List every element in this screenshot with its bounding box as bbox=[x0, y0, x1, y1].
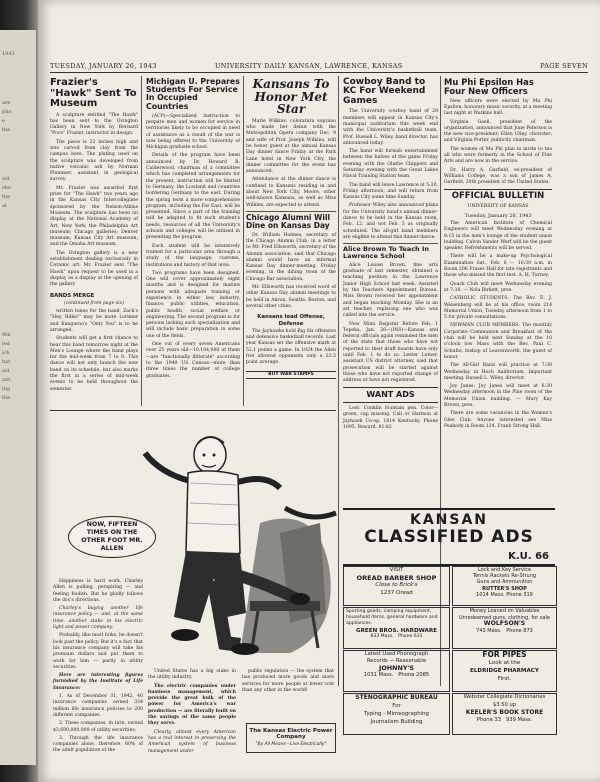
column-rule bbox=[338, 76, 339, 686]
ad-line: Money Loaned on Valuables bbox=[469, 608, 540, 614]
ad-line: Journalism Building bbox=[370, 719, 423, 725]
paragraph: Mr. Ellsworth has received word of other Kansas Day alumni meetings to be held in Akron, Seattle, Boston, and several other cities. bbox=[246, 285, 336, 309]
paragraph: 3. Through the life insurance companies alone, therefore, 80% of the adult population of the bbox=[53, 735, 143, 754]
ad-line: VISIT bbox=[389, 567, 404, 573]
subhead-kansans-lead: Kansans lead Offense, Defense bbox=[257, 314, 325, 327]
bulletin-title: OFFICIAL BULLETIN bbox=[444, 189, 552, 201]
ad-line: Phone 2085 bbox=[398, 672, 430, 678]
paragraph: New Mimi Register Before Feb. 1 Topeka, Jan. 26—(INS)—Kansas and federal officials again reminded the men of the state that those who have not reported to their draft boards have only until Feb. 1 to do so. Lester Lotner, assistant US district attorney, said that prosecution will be started against those who have not reported change of address or have not registered. bbox=[343, 321, 438, 384]
ad-line: OREAD BARBER SHOP bbox=[356, 573, 437, 582]
electric-company-ad bbox=[50, 410, 336, 753]
paragraph: Professor Wiley also announced plans for the University band's annual dinner-dance to be held in the Kansas room, Feb. 12, and not Feb. 5 as originally scheduled. The all-girl band members are eligible to attend this dinner-dance. bbox=[343, 203, 438, 240]
paragraph: Dr. William Holmes, secretary of the Chicago Alumni Club, in a letter to Mr. Fred Ellsworth, secretary of the Alumni association, said that Chicago alumni would have an informal Kansas Day dinner-meeting, Friday evening, in the dining room of the Chicago Bar association. bbox=[246, 232, 337, 282]
paragraph: written tunes for the band, Zack's "Hey, Billie!" may be more Lorimer and Kangaroo's "Only You" is to be arranged. bbox=[50, 309, 138, 333]
paragraph: The band will leave Lawrence at 5:30, Friday afternoon, and will return from Kansas City some time Sunday. bbox=[343, 182, 438, 201]
ad-line: Lock and Key Service bbox=[477, 567, 532, 573]
ad-line: STENOGRAPHIC BUREAU bbox=[355, 694, 438, 701]
paragraph: Here are interesting figures furnished by the Institute of Life Insurance: bbox=[53, 673, 143, 691]
paragraph: The women of Mu Phi plan to invite to tea all who were formerly in the School of Fine Arts and are now in the service. bbox=[444, 146, 552, 165]
paragraph: Probably, like most folks, he doesn't look past the policy. But it's a fact that his insurance company will take his premium dollars and put them to work for him — partly in utility securities. bbox=[53, 633, 143, 670]
paragraph: Each student will be intensively trained for a particular area through a study of the language, customs, institutions and history of that area. bbox=[146, 243, 240, 268]
prev-fragment: at bbox=[2, 203, 7, 209]
paragraph: (ACP)—Specialized instruction to prepare men and women for service in territories likely to be occupied in need of assistance as a result of the war is now being offered to the University of Michigan graduate school. bbox=[146, 113, 240, 151]
ad-line: 939 Mass. bbox=[506, 716, 533, 723]
prev-fragment: 1943 bbox=[2, 51, 15, 57]
classified-phone: K.U. 66 bbox=[508, 551, 549, 562]
sponsor-slogan: "By All Means—Live Electrically" bbox=[255, 742, 327, 747]
paragraph: Virginia Gaell, president of the organization, announced that June Peterson is the new vice-president; Ellen Utley, chorister; and Virginia Porter, publicity chairman. bbox=[444, 119, 552, 144]
prev-fragment: hat bbox=[2, 359, 11, 365]
ad-line: GREEN BROS. HARDWARE bbox=[356, 628, 437, 634]
ad-line: 743 Mass. bbox=[476, 627, 502, 634]
previous-page-edge bbox=[0, 30, 36, 765]
paragraph: United States has a big stake in the utility industry. bbox=[148, 669, 236, 681]
bulletin-item: There will be a make-up Psychological Examination Sat., Feb. 6 — 10:30 a.m. in Room 206 Fraser Hall for late registrants and those who missed the first test. A. H. Turney. bbox=[444, 254, 552, 279]
column-rule bbox=[243, 76, 244, 406]
prev-fragment: the bbox=[2, 194, 11, 200]
ad-line: ELDRIDGE PHARMACY bbox=[470, 668, 539, 674]
ad-green-bros bbox=[343, 607, 450, 649]
speech-bubble: NOW, FIFTEEN TIMES ON THE OTHER FOOT MR. ALLEN bbox=[68, 516, 156, 558]
classified-title-1: KANSAN bbox=[409, 512, 489, 528]
ad-line: Look at the bbox=[488, 660, 521, 666]
paragraph: The Jayhawks hold Big Six offensive and defensive basketball records. Last year Kansas set the offensive mark at 52.1 points a game. In 1924 the Allen five allowed opponents only a 23.5 point average. bbox=[246, 328, 336, 366]
column-met-star bbox=[246, 76, 336, 408]
ad-line: $3.50 up bbox=[492, 701, 517, 708]
prev-fragment: ich bbox=[2, 350, 10, 356]
classified-header bbox=[343, 508, 555, 566]
ad-line: RUTTER'S SHOP bbox=[482, 585, 527, 592]
ad-copy-middle bbox=[148, 669, 236, 754]
bulletin-subtitle: UNIVERSITY OF KANSAS bbox=[467, 204, 529, 210]
ad-line: 1237 Oread bbox=[380, 589, 413, 596]
ad-line: 1031 Mass. bbox=[363, 672, 394, 678]
ad-line: For bbox=[392, 703, 401, 709]
ad-line: Phone 631 bbox=[398, 634, 423, 639]
want-ad-lost: Lost: Conklin fountain pen. Color—green, cap missing. Call or Harmon at Jayhawk Co-op, 1614 Kentucky. Phone 1095. Reward. 81-82 bbox=[343, 405, 438, 430]
paragraph: Dr. Harry A. Garfield, ex-president of Williams College, was a son of James A. Garfield, 20th president of the United States. bbox=[444, 167, 552, 186]
ad-wolfsons bbox=[452, 607, 557, 649]
bulletin-item: There are some vacancies in the Women's Glee Club. Anyone interested see Miss Peabody in Room 124, Frank Strong Hall. bbox=[444, 411, 552, 429]
paragraph: 1. As of December 31, 1942, 40 insurance companies owned 334 million life insurance policies to 200 different companies. bbox=[53, 694, 143, 718]
column-cowboy-band bbox=[343, 76, 438, 506]
paragraph: 2. These companies, in turn, owned $3,600,000,000 of utility securities. bbox=[53, 721, 143, 733]
ad-line: JOHNNY'S bbox=[378, 664, 415, 672]
subhead-bands-merge: BANDS MERGE bbox=[50, 292, 95, 299]
paragraph: The University cowboy band of 28 members will appear in Kansas City's municipal auditorium this week end with the University's basketball team, Prof. Russell L. Wiley, band director, has announced today. bbox=[343, 109, 438, 146]
ad-line: Close to Brick's bbox=[375, 582, 418, 588]
classified-title-2: CLASSIFIED ADS bbox=[364, 527, 534, 547]
ad-copy-left bbox=[53, 579, 143, 754]
paragraph: Charley's buying another life insurance policy — and, at the same time, another stake in his electric light and power company. bbox=[53, 606, 143, 631]
bulletin-item: The American Institute of Chemical Engineers will meet Wednesday evening at 8:15 in the men's lounge of the student union building. Calvin Vander Werf will be the guest speaker. Refreshments will be served. bbox=[444, 221, 552, 252]
paragraph: Mr. Frazier was awarded first prize for "The Hawk" two years ago in the Kansas City Intercollegiate sponsored by the Nelson-Atkins Museum. The sculpture has been on display at the National Academy of Art, New York; the Philadelphia Art museum; Chicago galleries; Denver museum; Kansas City Art museum; and the Omaha Art museum. bbox=[50, 185, 138, 248]
paragraph: One out of every seven Americans over 25 years old—10,104,000 of them—are "functionally illiterate" according to the 1940 US Census—more than three times the number of college graduates. bbox=[146, 342, 240, 379]
prev-fragment: are bbox=[2, 100, 11, 106]
bulletin-item: The All-Girl Band will practice at 7:30 Wednesday in Hoch Auditorium. Important meeting. Russell L. Wiley, director. bbox=[444, 363, 552, 381]
newspaper-page bbox=[38, 0, 600, 782]
ad-line: Phone 873 bbox=[506, 627, 533, 634]
ad-line: Typing - Mimeographing bbox=[364, 711, 429, 717]
ad-johnnys bbox=[343, 650, 450, 692]
issue-date: TUESDAY, JANUARY 26, 1943 bbox=[50, 62, 157, 70]
ad-line: Phone 319 bbox=[506, 591, 533, 598]
prev-fragment: ant bbox=[2, 377, 11, 383]
paragraph: Students will get a first chance to hear this band tomorrow night at the Men's Lounge where the band plays for the mid-week from 7 to 8. This dance will not only launch the new band on its schedule, but also marks the first in a series of mid-week events to be held throughout the semester. bbox=[50, 336, 138, 392]
ad-line: Webster Collegiate Dictionaries bbox=[463, 694, 546, 700]
ad-stenographic-bureau bbox=[343, 693, 450, 735]
ad-line: Latest Used Phonograph bbox=[364, 651, 429, 657]
column-rule bbox=[141, 76, 142, 406]
war-stamps-banner: BUY WAR STAMPS bbox=[246, 371, 336, 379]
headline-mu-phi: Mu Phi Epsilon Has Four New Officers bbox=[444, 77, 534, 96]
paragraph: public regulation — the system that has produced more goods and more services for more people at lower cost than any other in the world! bbox=[242, 669, 334, 693]
ad-oread-barber bbox=[343, 566, 450, 606]
want-ads-title: WANT ADS bbox=[343, 387, 438, 403]
paragraph: Happiness is hard work. Charley Allen is pulling, perspiring — and feeling foolish. But he gladly follows the doc's directions. bbox=[53, 579, 143, 603]
bulletin-item: NEWMAN CLUB MEMBERS: The monthly Corporate Communion and Breakfast of the club will be held next Sunday at the 10 o'clock low Mass with the Rev. Paul C. Schulte, bishop of Leavenworth, the guest of honor. bbox=[444, 323, 552, 360]
paragraph: Clearly, almost every American has a real interest in preserving the American system of business management under bbox=[148, 729, 236, 754]
ad-keelers-book-store bbox=[452, 693, 557, 735]
ad-line: First. bbox=[497, 676, 512, 682]
ad-copy-right bbox=[242, 669, 334, 719]
ad-line: KEELER'S BOOK STORE bbox=[465, 709, 544, 716]
ad-line: Sporting goods, camping equipment, household items, general hardware and appliances. bbox=[346, 609, 438, 626]
paragraph: Attendance at the dinner dance is confined to Kansans residing in and about New York City. Moore, other well-known Kansans, as well as Miss Wilkins, are expected to attend. bbox=[246, 177, 336, 208]
paragraph: The piece is 22 inches high and was carved from clay from the campus here. The plating used on the sculpture was developed from native volcanic ash by Norman Plummer, assistant in geological survey. bbox=[50, 139, 138, 183]
headline-alice-brown: Alice Brown To Teach In Lawrence School bbox=[343, 243, 438, 260]
sponsor-name: The Kansas Electric Power Company bbox=[249, 728, 333, 740]
ad-rutters-shop bbox=[452, 566, 557, 606]
bulletin-item: Joy Janes: Joy Janes will meet at 6:30 Wednesday afternoon in the Pine room of the Memorial Union building. — Mary Kay Brown, pres. bbox=[444, 384, 552, 409]
paragraph: Two programs have been designed. One will cover approximately eight months and is designed for mature persons with adequate training or experience in either law, industry, finance, public utilities, education, public health, social welfare or engineering. The second program is for persons lacking such specialization and will include basic preparation in some one of the fields. bbox=[146, 270, 240, 339]
headline-chicago: Chicago Alumni Will Dine on Kansas Day bbox=[246, 211, 336, 230]
running-header bbox=[50, 60, 588, 73]
masthead: UNIVERSITY DAILY KANSAN, LAWRENCE, KANSAS bbox=[215, 62, 403, 70]
ad-line: Phone 33 bbox=[476, 716, 502, 723]
prev-fragment: the bbox=[2, 395, 11, 401]
ad-line: WOLFSON'S bbox=[483, 620, 526, 628]
page-number: PAGE SEVEN bbox=[540, 62, 588, 70]
headline-frazier: Frazier's "Hawk" Sent To Museum bbox=[50, 77, 137, 109]
prev-fragment: pho bbox=[2, 109, 12, 115]
ad-line: Unredeemed guns, clothing, for sale bbox=[458, 614, 551, 621]
prev-fragment: the bbox=[2, 127, 11, 133]
paragraph: The Ovington gallery is a new establishment dealing exclusively in Ceramic art. Mr. Frazier sent "The Hawk" upon request to be used in a display as a display at the opening of the gallery. bbox=[50, 250, 138, 288]
paragraph: The band will furnish entertainment between the halves of the game Friday evening with the Olathe Chippers and Saturday evening with the Great Lakes Naval Training Station team. bbox=[343, 149, 438, 180]
paragraph: Details of the program have been announced by Dr. Howard B. Calderwood, chairman of a committee which has completed arrangements for the present, instruction will be limited to Germany, the Lowland and countries bordering Germany to the east. During the spring term a more comprehensive program, including the Far East, will be presented. Since a part of the training will be adapted to fit such student's needs, resources of all the University's schools and colleges will be utilized in presenting the program. bbox=[146, 153, 240, 241]
headline-met-star: Kansans To Honor Met Star bbox=[252, 77, 330, 117]
paragraph: The electric companies under business management, which provide the great bulk of the power for America's war production — are literally built on the savings of the same people they serve. bbox=[148, 683, 236, 727]
prev-fragment: ast bbox=[2, 368, 10, 374]
ad-line: Guns and Ammunition bbox=[476, 579, 533, 586]
paragraph: A sculpture entitled "The Hawk" has been sent to the Ovington Gallery in New York by Bernard "Poco" Frazier, instructor in design. bbox=[50, 112, 138, 137]
column-michigan bbox=[146, 76, 240, 404]
ad-line: FOR PIPES bbox=[482, 650, 527, 659]
ad-line: Tennis Rackets Re-Strung bbox=[472, 573, 537, 580]
headline-cowboy-band: Cowboy Band to KC For Weekend Games bbox=[343, 77, 426, 106]
column-mu-phi bbox=[444, 76, 552, 506]
prev-fragment: wit bbox=[2, 176, 10, 182]
prev-fragment: sho bbox=[2, 185, 11, 191]
prev-fragment: 9th bbox=[2, 332, 11, 338]
paragraph: Alice Louise Brown, fine arts graduate of last semester, obtained a teaching position in the Lawrence Junior High School last week. Assisted by the Teachers Appointment Bureau, Miss Brown received her appointment and began teaching Monday. She is an art teacher, replacing one who was called into the service. bbox=[343, 262, 438, 319]
bulletin-date: Tuesday, January 26, 1943 bbox=[464, 212, 532, 219]
bulletin-item: CATHOLIC STUDENTS: The Rev. E. J. Weisenberg will be at his office, room 214 Memorial Union, Tuesday afternoon from 1 to 5 for private consultations. bbox=[444, 296, 552, 321]
paragraph: Marie Wilkins, coloratura soprano who made her debut with the Metropolitan Opera company Dec. 9 and wife of Prof. Joseph Wilkins, will be honor guest at the annual Kansas Day dinner dance Friday at the Park Lane hotel in New York City, the dinner committee for the event has announced. bbox=[246, 118, 336, 175]
bulletin-item: Quack Club will meet Wednesday evening at 7:30. — Nola Birkett, pres. bbox=[444, 281, 552, 293]
ad-line: 1014 Mass. bbox=[476, 591, 505, 598]
prev-fragment: e bbox=[2, 118, 5, 124]
continued-note: (continued from page six) bbox=[64, 300, 124, 306]
ad-line: 633 Mass. bbox=[370, 634, 394, 639]
prev-fragment: led bbox=[2, 341, 10, 347]
ad-eldridge-pharmacy bbox=[452, 650, 557, 692]
paragraph: New officers were elected by Mu Phi Epsilon, honorary music sorority, at a meeting last night at Watkins hall. bbox=[444, 98, 552, 117]
ad-line: Records — Reasonable bbox=[366, 658, 427, 664]
headline-michigan: Michigan U. Prepares Students For Service In Occupied Countries bbox=[146, 77, 240, 111]
sponsor-logo bbox=[246, 723, 336, 753]
prev-fragment: ing bbox=[2, 386, 11, 392]
column-frazier bbox=[50, 76, 138, 404]
